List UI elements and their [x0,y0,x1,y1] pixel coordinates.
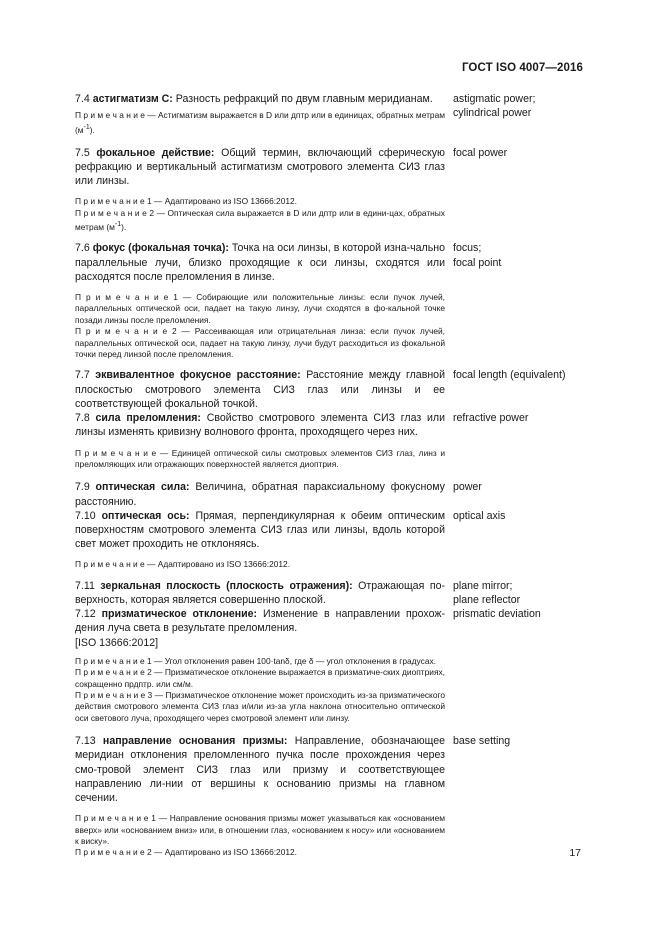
page-number: 17 [569,847,581,859]
entry-7-8 [75,411,595,439]
english-term: plane mirror; plane reflector [453,579,521,606]
entry-7-9 [75,480,595,508]
english-term: focal power [453,146,508,159]
term: направление основания призмы: [102,735,288,748]
english-term: optical axis [453,509,506,522]
term: фокальное действие: [96,146,215,159]
note: П р и м е ч а н и е 2 — Рассеивающая или отрицательная линза: если пучок лучей, параллельных оптической оси, падает на такую линзу, лучи будут расходиться из фокальной точки перед линзой после преломления. [75,326,445,360]
note: П р и м е ч а н и е 2 — Оптическая сила выражается в D или дптр или в едини-цах, обратных метрам $(м^{-1})$. [75,207,445,233]
note: П р и м е ч а н и е 1 — Направление основания призмы может указываться как «основанием вверх» или «основанием вниз» или, в отношении глаз, «основанием к носу» или «основанием к виску». [75,813,446,847]
entry-7-7 [75,368,595,411]
entry-7-5 [75,146,595,189]
term: фокус (фокальная точка): [92,242,229,255]
note: П р и м е ч а н и е — Единицей оптической силы смотровых элементов СИЗ глаз, линз и преломляющих или отражающих поверхностей является диоптрия. [75,447,445,469]
note: П р и м е ч а н и е 1 — Адаптировано из ISO 13666:2012. [75,196,298,207]
entry-7-10 [75,509,595,552]
note: П р и м е ч а н и е 1 — Собирающие или положительные линзы: если пучок лучей, параллельных оптической оси, падает на такую линзу, лучи сходятся в фо-кальной точке позади линзы после преломления. [75,292,445,325]
entry-7-11-definition: 7.11 зеркальная плоскость (плоскость отражения): Отражающая по-верхность, которая является совершенно плоской. [75,579,445,606]
note: П р и м е ч а н и е 2 — Призматическое отклонение выражается в призматиче-ских диоптриях, сокращенно прдптр. или см/м. [75,667,445,689]
entry-7-12 [75,607,595,635]
entry-7-8-definition: 7.8 сила преломления: Свойство смотрового элемента СИЗ глаз или линзы изменять кривизну волнового фронта, проходящего через них. [75,412,446,439]
entry-7-6-definition: 7.6 фокус (фокальная точка): Точка на оси линзы, в которой изна-чально параллельные лучи, близко проходящие к оси линзы, сходятся или расходятся после преломления в линзе. [75,242,445,283]
english-term: focus; focal point [453,242,502,269]
note: П р и м е ч а н и е — Астигматизм выражается в D или дптр или в единицах, обратных метрам $(м^{-1})$. [75,110,445,135]
note: П р и м е ч а н и е 3 — Призматическое отклонение может происходить из-за призматического действия смотрового элемента СИЗ глаз и/или из-за угла наклона относительно оптической оси светового луча, проходящего через смотровой элемент или линзу. [75,689,445,723]
term: астигматизм С: [92,93,173,105]
term: зеркальная плоскость (плоскость отражения): [100,579,353,592]
entry-7-6 [75,241,595,284]
entry-7-9-definition: 7.9 оптическая сила: Величина, обратная параксиальному фокусному расстоянию. [75,481,445,508]
entry-7-10-definition: 7.10 оптическая ось: Прямая, перпендикулярная к обеим оптическим поверхностям смотрового элемента СИЗ глаз или линзы, вдоль которой свет может проходить не отклоняясь. [75,509,445,551]
standard-header: ГОСТ ISO 4007—2016 [461,62,583,74]
note: П р и м е ч а н и е 1 — Угол отклонения равен 100·tanδ, где δ — угол отклонения в градусах. [75,655,436,666]
english-term: base setting [453,735,511,748]
english-term: refractive power [453,412,529,425]
english-term: astigmatic power; cylindrical power [453,93,536,120]
note: П р и м е ч а н и е — Адаптировано из ISO 13666:2012. [75,559,291,570]
entry-7-4-definition: 7.4 астигматизм С: Разность рефракций по двум главным меридианам. [75,93,433,105]
note: П р и м е ч а н и е 2 — Адаптировано из ISO 13666:2012. [75,847,298,858]
entry-7-12-definition: 7.12 призматическое отклонение: Изменение в направлении прохож-дения луча света в результате преломления. [75,608,445,635]
entry-7-13 [75,734,595,805]
reference: [ISO 13666:2012] [75,636,159,649]
entry-7-13-definition: 7.13 направление основания призмы: Направление, обозначающее меридиан отклонения преломленного пучка после прохождения через смо-тровой элемент СИЗ глаз или призму и соответствующее направлению ли-нии от вершины к основанию призмы на главном сечении. [75,735,445,804]
term: оптическая сила: [95,481,190,494]
term: призматическое отклонение: [101,608,258,621]
entry-7-11 [75,579,595,607]
entry-7-4 [75,92,595,120]
english-term: prismatic deviation [453,608,541,621]
term: сила преломления: [95,412,201,425]
english-term: focal length (equivalent) [453,369,566,382]
english-term: power [453,481,482,494]
entry-7-7-definition: 7.7 эквивалентное фокусное расстояние: Расстояние между главной плоскостью смотрового элемента СИЗ глаз или линзы и ее соответствующей фокальной точкой. [75,369,445,410]
term: эквивалентное фокусное расстояние: [95,369,301,382]
document-body [75,92,595,859]
entry-7-5-definition: 7.5 фокальное действие: Общий термин, включающий сферическую рефракцию и вертикальный астигматизм смотрового элемента СИЗ глаз или линзы. [75,146,445,188]
term: оптическая ось: [101,509,190,522]
